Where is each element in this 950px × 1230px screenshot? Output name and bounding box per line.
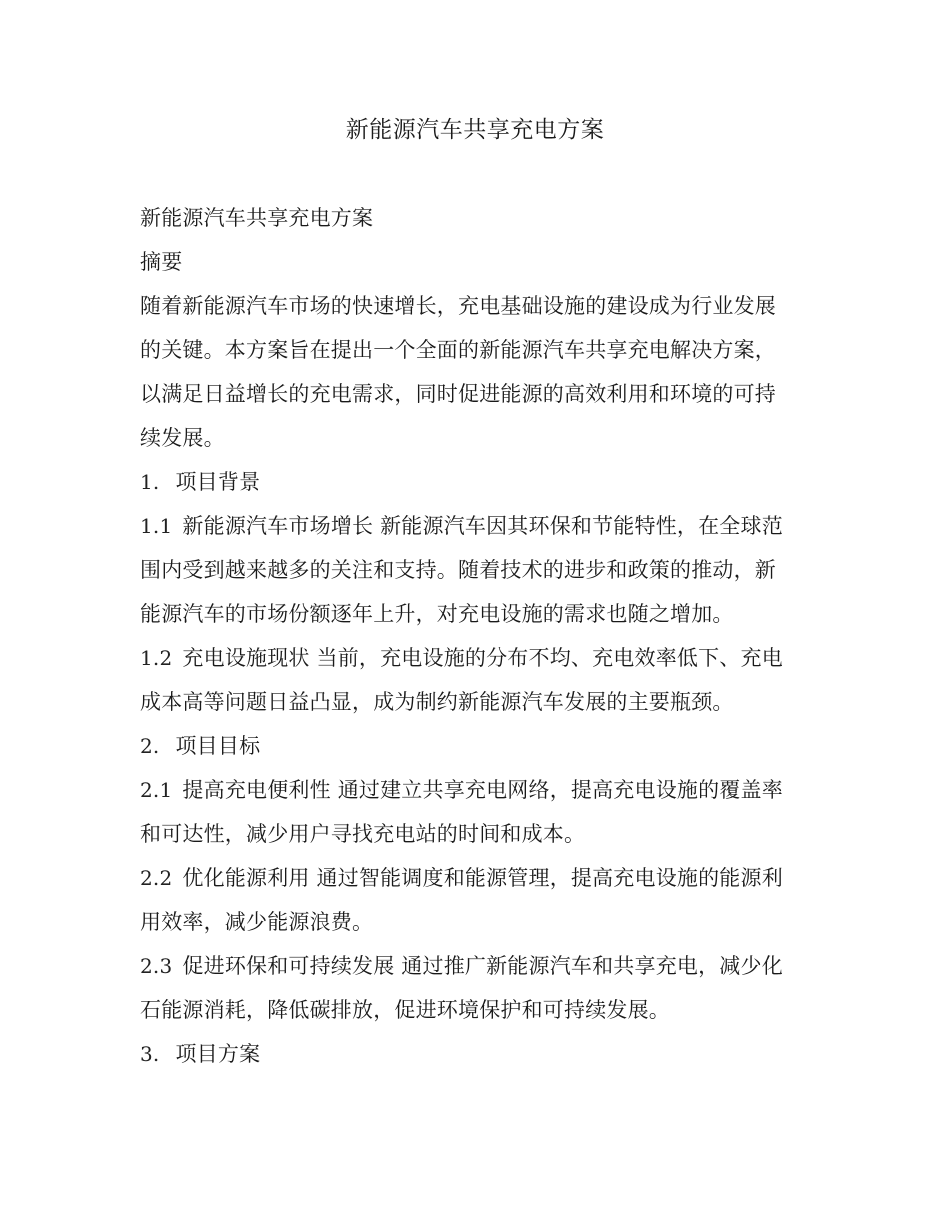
subsection-2-1-line (140, 768, 802, 812)
subsection-text: 充电设施现状 当前，充电设施的分布不均、充电效率低下、充电 (182, 646, 783, 670)
subsection-text: 新能源汽车市场增长 新能源汽车因其环保和节能特性，在全球范 (182, 514, 783, 538)
subsection-number: 2.1 (140, 778, 173, 802)
subsection-2-3-line: 石能源消耗，降低碳排放，促进环境保护和可持续发展。 (140, 998, 670, 1022)
subsection-text: 提高充电便利性 通过建立共享充电网络，提高充电设施的覆盖率 (182, 778, 783, 802)
subsection-1-2-line (140, 636, 802, 680)
abstract-line: 随着新能源汽车市场的快速增长，充电基础设施的建设成为行业发展 (140, 294, 776, 318)
subsection-number: 1.1 (140, 514, 173, 538)
section-number: 2. (140, 734, 160, 758)
subsection-text: 优化能源利用 通过智能调度和能源管理，提高充电设施的能源利 (182, 866, 783, 890)
section-number: 3. (140, 1042, 160, 1066)
section-title: 项目目标 (175, 734, 261, 758)
subsection-number: 2.2 (140, 866, 173, 890)
section-heading-3 (140, 1032, 802, 1076)
section-heading-2 (140, 724, 802, 768)
subsection-number: 2.3 (140, 954, 173, 978)
document-body (140, 196, 802, 1076)
subsection-2-3-line (140, 944, 802, 988)
section-heading-1 (140, 460, 802, 504)
abstract-line: 以满足日益增长的充电需求，同时促进能源的高效利用和环境的可持 (140, 382, 776, 406)
subsection-2-1-line: 和可达性，减少用户寻找充电站的时间和成本。 (140, 822, 586, 846)
subsection-2-2-line: 用效率，减少能源浪费。 (140, 910, 374, 934)
section-title: 项目背景 (175, 470, 261, 494)
document-title: 新能源汽车共享充电方案 (345, 117, 605, 143)
subsection-1-2-line: 成本高等问题日益凸显，成为制约新能源汽车发展的主要瓶颈。 (140, 690, 734, 714)
subsection-2-2-line (140, 856, 802, 900)
subsection-1-1-line: 能源汽车的市场份额逐年上升，对充电设施的需求也随之增加。 (140, 602, 734, 626)
document-subtitle: 新能源汽车共享充电方案 (140, 206, 374, 230)
section-number: 1. (140, 470, 160, 494)
abstract-line: 的关键。本方案旨在提出一个全面的新能源汽车共享充电解决方案， (140, 338, 776, 362)
section-title: 项目方案 (175, 1042, 261, 1066)
subsection-1-1-line: 围内受到越来越多的关注和支持。随着技术的进步和政策的推动，新 (140, 558, 776, 582)
subsection-1-1-line (140, 504, 802, 548)
abstract-heading: 摘要 (140, 250, 183, 274)
subsection-number: 1.2 (140, 646, 173, 670)
abstract-line: 续发展。 (140, 426, 225, 450)
subsection-text: 促进环保和可持续发展 通过推广新能源汽车和共享充电，减少化 (182, 954, 783, 978)
